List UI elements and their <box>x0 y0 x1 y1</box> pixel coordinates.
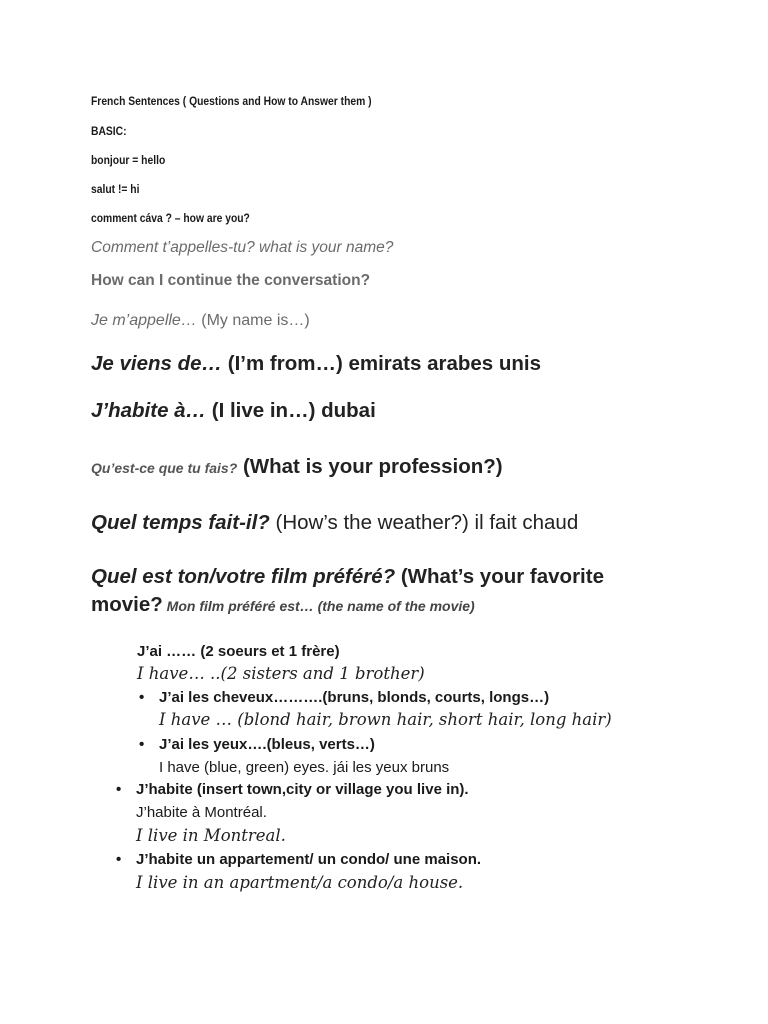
siblings-en-text: I have… ..(2 sisters and 1 brother) <box>137 664 425 683</box>
siblings-fr-text: J’ai …… (2 soeurs et 1 frère) <box>137 643 340 660</box>
hair-fr-text: J’ai les cheveux……….(bruns, blonds, courts, longs…) <box>159 689 550 706</box>
film-line-2 <box>91 593 475 617</box>
name-question <box>91 239 393 257</box>
myname-fr: Je m’appelle… <box>91 312 197 329</box>
town-fr <box>136 781 469 798</box>
from-line <box>91 352 541 376</box>
basic-line <box>91 153 177 167</box>
bullet: • <box>139 736 145 753</box>
basic-line-text: comment cáva ? – how are you? <box>91 211 250 225</box>
continue-text: How can I continue the conversation? <box>91 272 371 289</box>
profession-en: (What is your profession?) <box>237 455 503 478</box>
myname-en: (My name is…) <box>196 312 310 329</box>
title-text: French Sentences ( Questions and How to Answer them ) <box>91 94 372 108</box>
profession-fr: Qu’est-ce que tu fais? <box>91 460 238 476</box>
myname-line <box>91 312 310 330</box>
hair-fr <box>159 689 549 706</box>
basic-heading-text: BASIC: <box>91 124 127 138</box>
town-en <box>136 826 286 845</box>
town-example <box>136 804 267 821</box>
film-answer: Mon film préféré est… (the name of the movie) <box>162 598 475 614</box>
basic-line-text: salut != hi <box>91 182 140 196</box>
film-en-cont: movie? <box>91 593 163 616</box>
eyes-fr <box>159 736 375 753</box>
bullet: • <box>139 689 145 706</box>
eyes-fr-text: J’ai les yeux….(bleus, verts…) <box>159 736 375 753</box>
name-question-en: what is your name? <box>254 239 394 256</box>
name-question-fr: Comment t’appelles-tu? <box>91 239 255 256</box>
hair-en-text: I have … (blond hair, brown hair, short hair, long hair) <box>159 710 612 729</box>
siblings-fr <box>137 643 340 660</box>
film-line-1 <box>91 565 604 589</box>
weather-fr: Quel temps fait-il? <box>91 511 270 534</box>
basic-line <box>91 211 276 225</box>
town-example-text: J’habite à Montréal. <box>136 804 267 821</box>
hair-en <box>159 710 612 729</box>
continue-heading <box>91 272 370 290</box>
weather-en: (How’s the weather?) il fait chaud <box>269 511 579 534</box>
from-fr: Je viens de… <box>91 352 223 375</box>
eyes-en <box>159 759 449 776</box>
town-fr-text: J’habite (insert town,city or village you live in). <box>136 781 469 798</box>
live-en: (I live in…) dubai <box>206 399 376 422</box>
film-fr: Quel est ton/votre film préféré? <box>91 565 396 588</box>
home-fr <box>136 851 481 868</box>
profession-line <box>91 455 503 479</box>
bullet: • <box>116 781 122 798</box>
eyes-en-text: I have (blue, green) eyes. jái les yeux bruns <box>159 759 450 776</box>
siblings-en <box>137 664 425 683</box>
home-en <box>136 873 463 892</box>
bullet: • <box>116 851 122 868</box>
home-en-text: I live in an apartment/a condo/a house. <box>136 873 464 892</box>
basic-line <box>91 182 147 196</box>
weather-line <box>91 511 578 535</box>
document-title <box>91 94 417 108</box>
film-en: (What’s your favorite <box>395 565 604 588</box>
live-line <box>91 399 376 423</box>
basic-line-text: bonjour = hello <box>91 153 166 167</box>
from-en: (I’m from…) emirats arabes unis <box>222 352 542 375</box>
live-fr: J’habite à… <box>91 399 207 422</box>
home-fr-text: J’habite un appartement/ un condo/ une maison. <box>136 851 482 868</box>
basic-heading <box>91 124 132 138</box>
town-en-text: I live in Montreal. <box>136 826 286 845</box>
